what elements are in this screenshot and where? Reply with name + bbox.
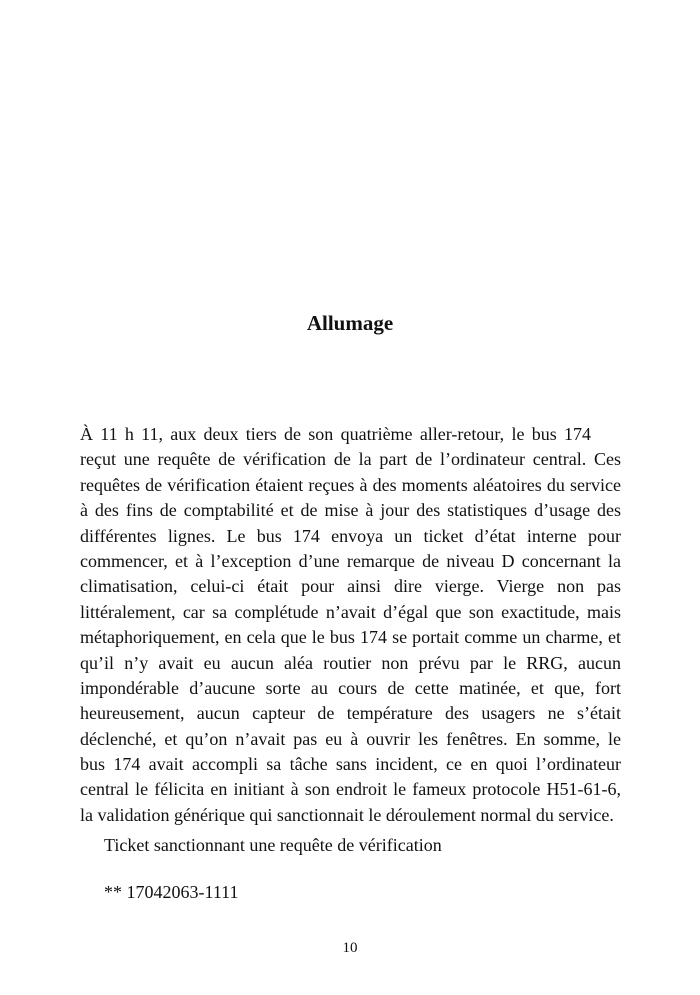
text-line: à des fins de comptabilité et de mise à jour des statistiques d’usage des <box>80 500 621 521</box>
text-line: différentes lignes. Le bus 174 envoya un ticket d’état interne pour <box>80 525 621 546</box>
ticket-code: ** 17042063-1111 <box>104 882 239 902</box>
text-line: requêtes de vérification étaient reçues à des moments aléatoires du service <box>80 474 621 495</box>
text-line: qu’il n’y avait eu aucun aléa routier non prévu par le RRG, aucun <box>80 652 621 673</box>
text-line: climatisation, celui-ci était pour ainsi dire vierge. Vierge non pas <box>80 576 621 597</box>
text-line: déclenché, et qu’on n’avait pas eu à ouvrir les fenêtres. En somme, le <box>80 728 621 749</box>
text-line: bus 174 avait accompli sa tâche sans incident, ce en quoi l’ordinateur <box>80 754 621 775</box>
text-line: heureusement, aucun capteur de température des usagers ne s’était <box>80 703 621 724</box>
ticket-label: Ticket sanctionnant une requête de vérification <box>104 835 442 855</box>
chapter-title: Allumage <box>306 311 394 335</box>
text-line: reçut une requête de vérification de la part de l’ordinateur central. Ces <box>80 449 621 470</box>
page-number: 10 <box>342 940 358 956</box>
body-text <box>80 422 621 828</box>
paragraph <box>80 422 621 828</box>
text-line: central le félicita en initiant à son endroit le fameux protocole H51-61-6, <box>80 779 621 800</box>
text-line: littéralement, car sa complétude n’avait d’égal que son exactitude, mais <box>80 601 621 622</box>
text-line: métaphoriquement, en cela que le bus 174 se portait comme un charme, et <box>80 627 621 648</box>
text-line: impondérable d’aucune sorte au cours de cette matinée, et que, fort <box>80 677 621 698</box>
text-line: commencer, et à l’exception d’une remarque de niveau D concernant la <box>80 550 621 571</box>
text-line: À 11 h 11, aux deux tiers de son quatrième aller-retour, le bus 174 <box>80 424 591 444</box>
text-line: la validation générique qui sanctionnait le déroulement normal du service. <box>80 804 614 825</box>
